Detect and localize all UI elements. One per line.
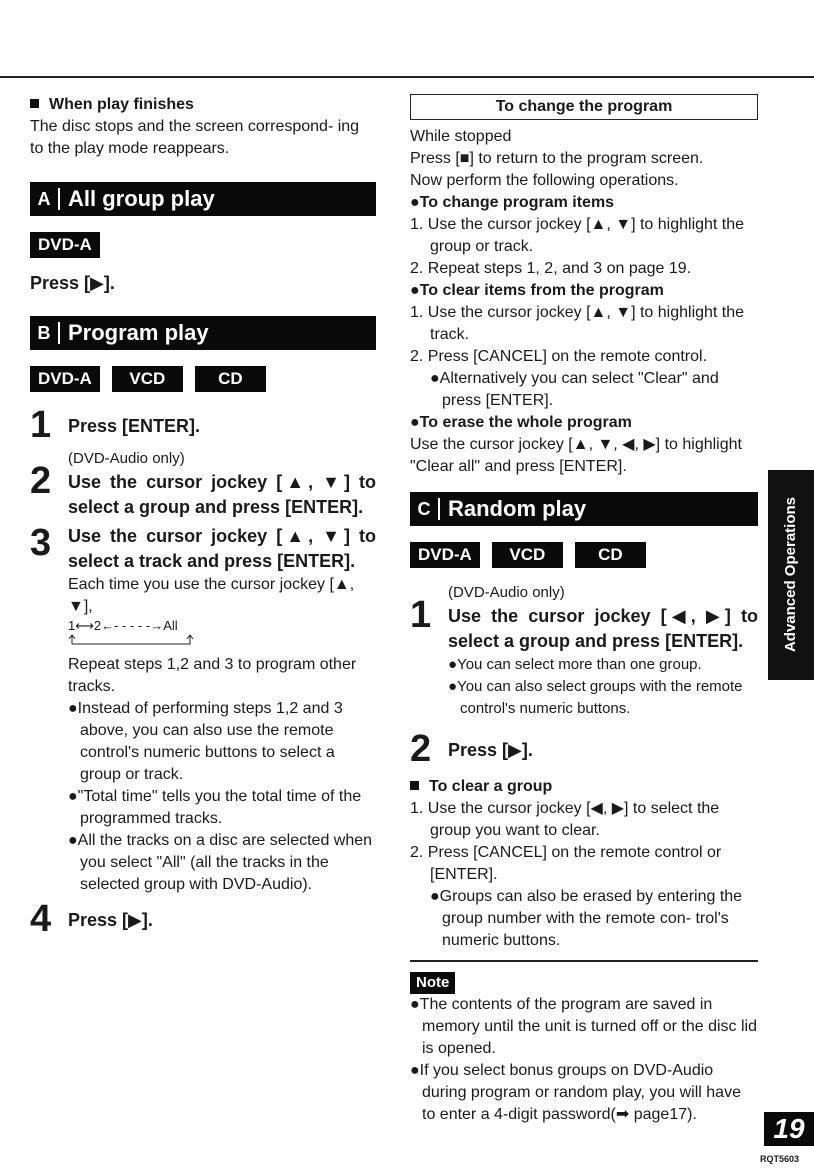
badge-cd: CD xyxy=(195,366,266,392)
square-bullet-icon xyxy=(410,781,419,790)
note-bullet: ●The contents of the program are saved in memory until the unit is turned off or the disc lid is opened. xyxy=(410,996,757,1057)
top-rule xyxy=(0,76,814,78)
clear-items-heading: ●To clear items from the program xyxy=(410,282,664,299)
change-line: While stopped xyxy=(410,128,512,145)
step-title: Use the cursor jockey [▲, ▼] to select a track and press [ENTER]. xyxy=(68,526,376,571)
badge-dvd-a: DVD-A xyxy=(410,542,480,568)
bullet-item: ●"Total time" tells you the total time of the programmed tracks. xyxy=(68,788,362,827)
erase-text: Use the cursor jockey [▲, ▼, ◀, ▶] to highlight "Clear all" and press [ENTER]. xyxy=(410,436,742,475)
side-tab-label: Advanced Operations xyxy=(782,497,799,653)
banner-program xyxy=(30,316,376,350)
step-note: (DVD-Audio only) xyxy=(68,450,185,467)
bullet-item: ●You can select more than one group. xyxy=(448,656,702,673)
step-title: Use the cursor jockey [▲, ▼] to select a group and press [ENTER]. xyxy=(68,472,376,517)
side-tab-advanced-operations xyxy=(768,470,814,680)
section-title: Random play xyxy=(448,496,587,521)
section-title: All group play xyxy=(68,186,215,211)
cycle-return-arrow xyxy=(68,634,198,646)
badge-cd: CD xyxy=(575,542,646,568)
step-number: 4 xyxy=(30,898,52,940)
numbered-item: 1. Use the cursor jockey [▲, ▼] to highlight the track. xyxy=(410,304,745,343)
clear-group-heading: To clear a group xyxy=(410,776,758,798)
step-title: Press [▶]. xyxy=(448,740,533,760)
step-number: 3 xyxy=(30,522,52,564)
step-number: 2 xyxy=(30,460,52,502)
finish-heading: When play finishes xyxy=(30,94,376,116)
step-2 xyxy=(30,448,376,520)
numbered-item: 2. Press [CANCEL] on the remote control or [ENTER]. xyxy=(410,844,722,883)
left-column xyxy=(30,94,376,938)
step-title: Press [ENTER]. xyxy=(68,416,201,436)
step-1 xyxy=(30,406,376,444)
badge-row xyxy=(30,232,376,258)
badge-vcd: VCD xyxy=(112,366,183,392)
repeat-text: Repeat steps 1,2 and 3 to program other tracks. xyxy=(68,656,357,695)
erase-heading: ●To erase the whole program xyxy=(410,414,632,431)
random-step-1 xyxy=(410,582,758,720)
page-number: 19 xyxy=(764,1112,814,1146)
bullet-item: ●Groups can also be erased by entering the group number with the remote con- trol's numeric buttons. xyxy=(430,888,743,949)
banner-divider xyxy=(58,188,60,210)
change-line: Now perform the following operations. xyxy=(410,172,679,189)
section-letter: B xyxy=(37,323,51,343)
step-note: (DVD-Audio only) xyxy=(448,584,565,601)
banner-divider xyxy=(438,498,440,520)
badge-row xyxy=(410,542,758,568)
right-column xyxy=(410,94,758,1126)
step-title: Press [▶]. xyxy=(68,910,153,930)
badge-vcd: VCD xyxy=(492,542,563,568)
document-code: RQT5603 xyxy=(760,1154,800,1164)
step-title: Use the cursor jockey [◀, ▶] to select a group and press [ENTER]. xyxy=(448,606,758,651)
numbered-item: 2. Press [CANCEL] on the remote control. xyxy=(410,348,708,365)
step-number: 1 xyxy=(410,594,432,636)
change-program-heading: To change the program xyxy=(410,94,758,120)
bullet-item: ●Alternatively you can select "Clear" and press [ENTER]. xyxy=(430,370,719,409)
press-play-instruction: Press [▶]. xyxy=(30,273,115,293)
step-3 xyxy=(30,524,376,896)
cycle-text: 1⟷2←- - - - -→All xyxy=(68,618,178,633)
section-title: Program play xyxy=(68,320,209,345)
change-line: Press [■] to return to the program screen. xyxy=(410,150,704,167)
note-bullet: ●If you select bonus groups on DVD-Audio during program or random play, you will have to enter a 4-digit password(➡ page17). xyxy=(410,1062,741,1123)
step-4 xyxy=(30,900,376,938)
bullet-item: ●You can also select groups with the remote control's numeric buttons. xyxy=(448,678,743,717)
each-time-text: Each time you use the cursor jockey [▲, ▼], xyxy=(68,576,355,615)
random-step-2 xyxy=(410,730,758,768)
step-number: 1 xyxy=(30,404,52,446)
numbered-item: 1. Use the cursor jockey [▲, ▼] to highlight the group or track. xyxy=(410,216,745,255)
finish-text: The disc stops and the screen correspond- ing to the play mode reappears. xyxy=(30,118,360,157)
badge-dvd-a: DVD-A xyxy=(30,366,100,392)
banner-all-group xyxy=(30,182,376,216)
badge-dvd-a: DVD-A xyxy=(30,232,100,258)
bullet-item: ●All the tracks on a disc are selected when you select "All" (all the tracks in the selected group with DVD-Audio). xyxy=(68,832,373,893)
banner-divider xyxy=(58,322,60,344)
square-bullet-icon xyxy=(30,99,39,108)
banner-random xyxy=(410,492,758,526)
numbered-item: 2. Repeat steps 1, 2, and 3 on page 19. xyxy=(410,260,692,277)
note-separator xyxy=(410,960,758,962)
section-letter: C xyxy=(417,499,431,519)
step-number: 2 xyxy=(410,728,432,770)
note-tag: Note xyxy=(410,972,455,994)
numbered-item: 1. Use the cursor jockey [◀, ▶] to select the group you want to clear. xyxy=(410,800,720,839)
badge-row xyxy=(30,366,376,392)
change-items-heading: ●To change program items xyxy=(410,194,615,211)
bullet-item: ●Instead of performing steps 1,2 and 3 above, you can also use the remote control's numeric buttons to select a group or track. xyxy=(68,700,343,783)
cycle-diagram xyxy=(68,618,376,650)
section-letter: A xyxy=(37,189,51,209)
